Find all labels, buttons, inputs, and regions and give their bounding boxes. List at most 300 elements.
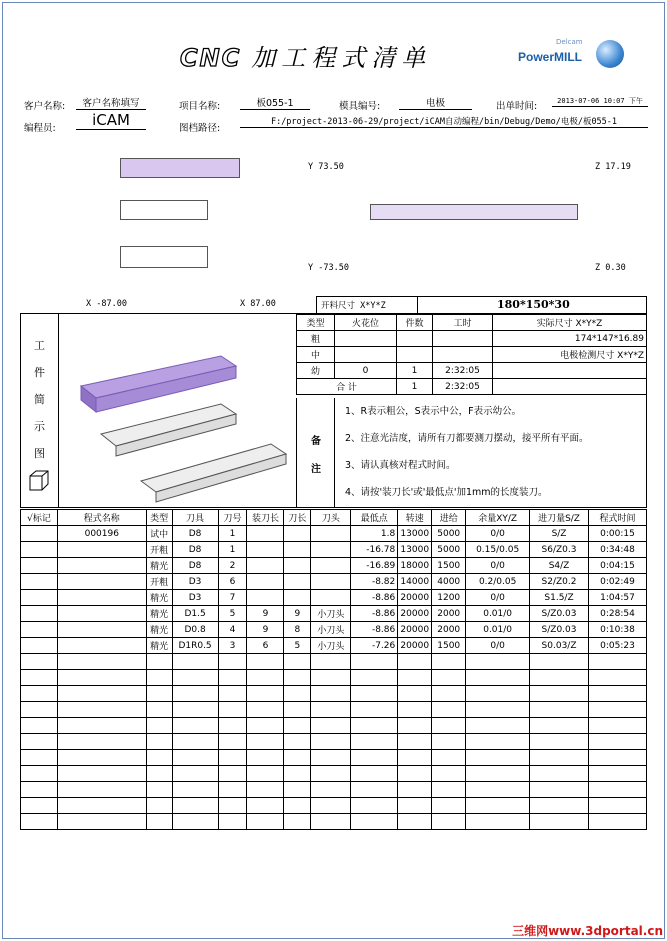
table-cell [284,702,311,718]
z-max-label: Z 17.19 [595,162,631,172]
table-cell [311,782,351,798]
table-cell: 0.15/0.05 [466,542,530,558]
note-item: 2、注意光洁度，请所有刀都要测刀摆动，接平所有平面。 [345,433,589,444]
table-row [21,798,647,814]
table-cell [21,782,58,798]
table-cell: S4/Z [530,558,589,574]
cell [397,347,433,363]
table-cell [588,766,646,782]
table-cell: 0:04:15 [588,558,646,574]
table-cell [247,686,284,702]
col-actual-size: 实际尺寸 X*Y*Z [493,315,647,331]
program-col-header: 程式名称 [57,510,146,526]
customer-label: 客户名称: [24,101,66,112]
table-cell [21,526,58,542]
notes-section [296,398,647,507]
table-cell [172,798,218,814]
table-cell [247,766,284,782]
table-cell [311,654,351,670]
cell: 2:32:05 [433,363,493,379]
table-cell [247,750,284,766]
table-cell: 1 [218,542,247,558]
table-cell: 0:00:15 [588,526,646,542]
program-col-header: 刀号 [218,510,247,526]
table-cell [57,622,146,638]
table-cell [466,686,530,702]
cell [335,331,397,347]
table-cell: 2 [218,558,247,574]
table-cell: 1500 [432,638,466,654]
program-col-header: 进刀量S/Z [530,510,589,526]
table-cell [398,718,432,734]
cell [433,347,493,363]
table-cell [247,590,284,606]
table-cell: D3 [172,590,218,606]
table-cell [21,558,58,574]
table-cell: 0:02:49 [588,574,646,590]
table-cell [21,606,58,622]
x-min-label: X -87.00 [86,299,127,309]
table-cell [311,718,351,734]
table-cell: -8.86 [351,590,398,606]
table-cell [247,702,284,718]
mold-label: 模具编号: [339,101,381,112]
program-col-header: 转速 [398,510,432,526]
table-cell [284,766,311,782]
table-cell [351,734,398,750]
table-cell [351,654,398,670]
cell [493,379,647,395]
table-cell [247,542,284,558]
table-cell [351,750,398,766]
table-cell [588,734,646,750]
table-cell: -8.86 [351,606,398,622]
table-cell [351,702,398,718]
table-cell [21,622,58,638]
electrode-side-view [370,204,578,220]
notes-list [345,398,589,506]
side-char: 图 [34,447,45,460]
table-cell [172,670,218,686]
programmer-label: 编程员: [24,123,56,134]
table-cell: 3 [218,638,247,654]
table-cell [218,702,247,718]
program-col-header: √标记 [21,510,58,526]
table-cell: 小刀头 [311,638,351,654]
table-cell: S0.03/Z [530,638,589,654]
table-row [21,574,647,590]
project-value: 板055-1 [240,95,310,110]
table-cell [530,782,589,798]
total-label: 合 计 [297,379,397,395]
program-col-header: 装刀长 [247,510,284,526]
col-count: 件数 [397,315,433,331]
side-char: 件 [34,366,45,379]
table-cell [311,526,351,542]
cell: 中 [297,347,335,363]
stock-size-label: 开料尺寸 X*Y*Z [321,301,386,311]
cell [397,331,433,347]
table-cell [21,574,58,590]
table-cell: 精光 [146,638,172,654]
table-cell [146,702,172,718]
table-cell: 1 [218,526,247,542]
table-cell [172,750,218,766]
table-cell [21,766,58,782]
table-cell: 小刀头 [311,606,351,622]
table-cell: 试中 [146,526,172,542]
table-cell [284,814,311,830]
table-cell: 20000 [398,590,432,606]
table-cell [146,654,172,670]
table-cell [57,670,146,686]
table-cell: 0.01/0 [466,606,530,622]
table-cell: 2000 [432,622,466,638]
table-cell: -16.78 [351,542,398,558]
table-cell [466,782,530,798]
table-cell: 1200 [432,590,466,606]
table-cell [530,734,589,750]
path-label: 图档路径: [179,123,221,134]
table-cell [311,766,351,782]
table-cell [530,766,589,782]
col-spark-gap: 火花位 [335,315,397,331]
table-cell: 0/0 [466,638,530,654]
table-cell [398,798,432,814]
z-min-label: Z 0.30 [595,263,626,273]
table-cell [21,542,58,558]
program-table [20,509,647,830]
table-cell: 0/0 [466,590,530,606]
table-cell [466,718,530,734]
program-table-header [21,510,647,526]
table-cell [351,670,398,686]
table-cell [311,798,351,814]
table-cell: 0.01/0 [466,622,530,638]
cell [335,347,397,363]
table-cell [146,766,172,782]
table-cell: 5 [284,638,311,654]
table-cell: 1:04:57 [588,590,646,606]
cell: 电极检测尺寸 X*Y*Z [493,347,647,363]
table-cell: 5000 [432,542,466,558]
table-cell [588,782,646,798]
cell: 0 [335,363,397,379]
table-cell [432,686,466,702]
total-time: 2:32:05 [433,379,493,395]
mold-value: 电极 [399,95,472,110]
table-cell [21,670,58,686]
table-cell [172,654,218,670]
table-cell [284,670,311,686]
table-cell [284,574,311,590]
table-row [21,814,647,830]
table-cell: 000196 [57,526,146,542]
table-cell [172,702,218,718]
date-label: 出单时间: [496,101,538,112]
side-char: 示 [34,420,45,433]
table-cell [57,798,146,814]
table-cell [247,654,284,670]
table-cell [588,750,646,766]
notes-label [297,398,335,507]
table-cell [218,750,247,766]
table-cell [588,718,646,734]
table-cell: 精光 [146,590,172,606]
table-cell [466,766,530,782]
table-cell [146,814,172,830]
table-cell [311,574,351,590]
side-char: 工 [34,339,45,352]
electrode-top-view-1 [120,158,240,178]
table-cell [146,734,172,750]
table-cell [311,686,351,702]
table-cell: 精光 [146,558,172,574]
table-cell [57,782,146,798]
table-cell [284,798,311,814]
table-cell [21,750,58,766]
table-row [21,558,647,574]
table-cell [247,670,284,686]
note-item: 1、R表示粗公，S表示中公，F表示幼公。 [345,406,522,417]
table-cell [284,590,311,606]
table-cell: 0:28:54 [588,606,646,622]
table-cell: S/Z0.03 [530,622,589,638]
table-cell [172,782,218,798]
table-cell: D8 [172,542,218,558]
table-cell [57,814,146,830]
table-row [21,766,647,782]
cell [433,331,493,347]
table-cell: D8 [172,558,218,574]
table-cell [247,814,284,830]
table-cell [146,750,172,766]
total-count: 1 [397,379,433,395]
col-work-time: 工时 [433,315,493,331]
table-cell [57,766,146,782]
table-cell [57,718,146,734]
program-col-header: 余量XY/Z [466,510,530,526]
table-cell [432,670,466,686]
table-cell: 7 [218,590,247,606]
powermill-logo: Delcam PowerMILL [516,40,626,72]
table-cell [57,590,146,606]
table-cell: S/Z0.03 [530,606,589,622]
table-cell: 小刀头 [311,622,351,638]
cell: 幼 [297,363,335,379]
table-cell [530,814,589,830]
table-cell [432,750,466,766]
table-cell [21,654,58,670]
table-cell [351,782,398,798]
table-cell: 9 [247,622,284,638]
table-cell: 1500 [432,558,466,574]
program-col-header: 程式时间 [588,510,646,526]
table-cell [21,814,58,830]
table-cell [284,558,311,574]
table-cell [146,686,172,702]
divider [417,297,418,313]
table-cell [530,654,589,670]
y-min-label: Y -73.50 [308,263,349,273]
table-cell [218,798,247,814]
table-cell [284,718,311,734]
stock-size-row [316,296,647,313]
table-row [21,750,647,766]
table-cell [432,766,466,782]
table-cell [21,718,58,734]
table-row [21,670,647,686]
table-cell: 0:05:23 [588,638,646,654]
x-max-label: X 87.00 [240,299,276,309]
table-cell: S2/Z0.2 [530,574,589,590]
table-cell [247,558,284,574]
table-cell [398,702,432,718]
table-cell [398,814,432,830]
table-cell [530,686,589,702]
program-col-header: 类型 [146,510,172,526]
table-cell [146,782,172,798]
table-cell [57,702,146,718]
table-cell [466,798,530,814]
table-cell: -7.26 [351,638,398,654]
program-col-header: 刀长 [284,510,311,526]
table-cell: 0:34:48 [588,542,646,558]
table-cell [530,798,589,814]
table-cell: -16.89 [351,558,398,574]
notes-char: 注 [311,464,321,475]
table-cell [284,782,311,798]
table-cell: 精光 [146,622,172,638]
note-item: 3、请认真核对程式时间。 [345,460,456,471]
table-cell: D3 [172,574,218,590]
table-cell [218,766,247,782]
table-cell: 4000 [432,574,466,590]
table-cell [432,702,466,718]
table-cell: S1.5/Z [530,590,589,606]
customer-value: 客户名称填写 [76,95,146,110]
table-cell [311,702,351,718]
table-cell [351,718,398,734]
table-row [21,702,647,718]
table-cell: 20000 [398,622,432,638]
program-col-header: 进给 [432,510,466,526]
table-cell [284,654,311,670]
table-cell [21,686,58,702]
table-row [21,718,647,734]
program-col-header: 刀头 [311,510,351,526]
table-cell [284,686,311,702]
table-row [21,782,647,798]
table-cell [351,798,398,814]
side-char: 简 [34,393,45,406]
table-cell: 14000 [398,574,432,590]
stock-size-value: 180*150*30 [497,298,570,311]
table-cell [284,526,311,542]
date-value: 2013-07-06 10:07 下午 [552,96,648,107]
table-cell: 9 [284,606,311,622]
table-cell: 0:10:38 [588,622,646,638]
table-cell: 6 [247,638,284,654]
table-cell: 6 [218,574,247,590]
table-cell: 20000 [398,638,432,654]
table-cell [466,670,530,686]
electrode-top-view-3 [120,246,208,268]
table-cell [284,750,311,766]
table-cell: 2000 [432,606,466,622]
table-row [21,654,647,670]
table-cell: 精光 [146,606,172,622]
table-cell [218,782,247,798]
y-max-label: Y 73.50 [308,162,344,172]
table-cell [530,750,589,766]
programmer-value: iCAM [76,111,146,130]
table-cell: D8 [172,526,218,542]
table-cell [172,734,218,750]
table-cell [432,782,466,798]
info-table [296,314,647,395]
table-cell: 开粗 [146,542,172,558]
table-cell: S/Z [530,526,589,542]
table-cell: 13000 [398,542,432,558]
table-cell [146,670,172,686]
table-cell: 13000 [398,526,432,542]
table-cell [398,766,432,782]
table-cell [311,670,351,686]
table-cell [398,654,432,670]
table-cell [21,734,58,750]
table-cell [21,590,58,606]
table-cell [351,814,398,830]
cell: 174*147*16.89 [493,331,647,347]
table-cell [284,734,311,750]
table-cell [21,638,58,654]
table-cell: 0.2/0.05 [466,574,530,590]
table-cell: D1R0.5 [172,638,218,654]
program-col-header: 刀具 [172,510,218,526]
table-cell [588,702,646,718]
program-col-header: 最低点 [351,510,398,526]
table-cell [57,654,146,670]
table-cell: S6/Z0.3 [530,542,589,558]
table-cell [466,750,530,766]
table-cell [218,734,247,750]
table-cell [466,654,530,670]
table-cell: 0/0 [466,558,530,574]
table-cell [247,798,284,814]
table-cell [172,766,218,782]
page-title: CNC 加工程式清单 [180,44,432,72]
cell: 1 [397,363,433,379]
table-cell: 5 [218,606,247,622]
table-cell [21,702,58,718]
table-cell [172,686,218,702]
table-row [21,590,647,606]
path-value: F:/project-2013-06-29/project/iCAM自动编程/bin/Debug/Demo/电极/板055-1 [240,115,648,128]
table-cell [398,750,432,766]
notes-char: 备 [311,436,321,447]
table-cell [311,542,351,558]
table-cell [172,814,218,830]
cell: 粗 [297,331,335,347]
table-cell: 8 [284,622,311,638]
table-cell [247,782,284,798]
table-cell: 0/0 [466,526,530,542]
table-row [21,622,647,638]
table-cell [284,542,311,558]
table-cell [398,670,432,686]
table-cell [588,798,646,814]
